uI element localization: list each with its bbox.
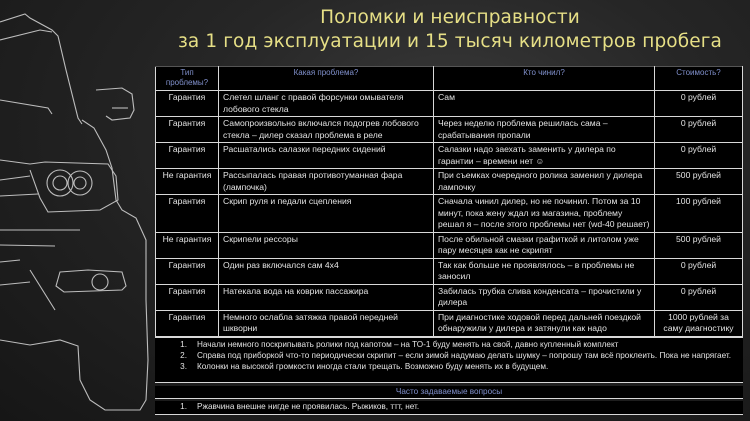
table-row	[156, 195, 743, 233]
cell-who-fixed: Так как больше не проявлялось – в проблемы не заносил	[434, 258, 655, 284]
cell-problem: Натекала вода на коврик пассажира	[219, 284, 434, 310]
notes-list	[155, 337, 743, 383]
cell-who-fixed: При съемках очередного ролика заменил у дилера лампочку	[434, 169, 655, 195]
faq-heading: Часто задаваемые вопросы	[155, 386, 743, 399]
cell-who-fixed: При диагностике ходовой перед дальней поездкой обнаружили у дилера и затянули как надо	[434, 310, 655, 336]
cell-problem: Скрип руля и педали сцепления	[219, 195, 434, 233]
breakdowns-table	[155, 66, 743, 337]
table-row	[156, 232, 743, 258]
cell-cost: 1000 рублей за саму диагностику	[655, 310, 743, 336]
cell-cost: 0 рублей	[655, 91, 743, 117]
title-line-2: за 1 год эксплуатации и 15 тысяч километров пробега	[178, 31, 722, 52]
cell-cost: 500 рублей	[655, 232, 743, 258]
list-text: Колонки на высокой громкости иногда стали трещать. Возможно буду менять их в будущем.	[197, 362, 549, 372]
car-line-art-illustration	[0, 0, 160, 421]
table-row	[156, 310, 743, 336]
cell-who-fixed: Через неделю проблема решилась сама – срабатывания пропали	[434, 117, 655, 143]
table-row	[156, 169, 743, 195]
list-item	[155, 361, 743, 372]
list-text: Справа под приборкой что-то периодически скрипит – если зимой надумаю делать шумку – попрошу там всё проклеить. Пока не напрягает.	[197, 351, 731, 361]
page-title	[150, 6, 750, 54]
header-who-fixed: Кто чинил?	[434, 67, 655, 91]
cell-problem: Один раз включался сам 4х4	[219, 258, 434, 284]
list-item	[155, 339, 743, 350]
list-text: Ржавчина внешне нигде не проявилась. Рыжиков, ттт, нет.	[197, 402, 420, 411]
cell-cost: 0 рублей	[655, 284, 743, 310]
table-row	[156, 117, 743, 143]
cell-type: Гарантия	[156, 284, 219, 310]
header-cost: Стоимость?	[655, 67, 743, 91]
cell-who-fixed: Забилась трубка слива конденсата – прочистили у дилера	[434, 284, 655, 310]
cell-problem: Расшатались салазки передних сидений	[219, 143, 434, 169]
faq-item	[155, 401, 743, 415]
header-type: Тип проблемы?	[156, 67, 219, 91]
cell-type: Гарантия	[156, 91, 219, 117]
cell-type: Не гарантия	[156, 232, 219, 258]
list-text: Начали немного поскрипывать ролики под капотом – на ТО-1 буду менять на свой, давно купленный комплект	[197, 340, 619, 349]
list-number: 2.	[180, 351, 187, 361]
cell-cost: 0 рублей	[655, 117, 743, 143]
cell-who-fixed: После обильной смазки графиткой и литолом уже пару месяцев как не скрипят	[434, 232, 655, 258]
list-number: 3.	[180, 362, 187, 372]
table-header-row	[156, 67, 743, 91]
cell-problem: Немного ослабла затяжка правой передней шкворни	[219, 310, 434, 336]
cell-type: Гарантия	[156, 117, 219, 143]
cell-problem: Самопроизвольно включался подогрев лобового стекла – дилер сказал проблема в реле	[219, 117, 434, 143]
list-item	[155, 350, 743, 361]
list-number: 1.	[180, 340, 187, 349]
cell-cost: 0 рублей	[655, 258, 743, 284]
cell-problem: Слетел шланг с правой форсунки омывателя лобового стекла	[219, 91, 434, 117]
title-line-1: Поломки и неисправности	[320, 7, 580, 28]
header-problem: Какая проблема?	[219, 67, 434, 91]
cell-cost: 500 рублей	[655, 169, 743, 195]
cell-problem: Скрипели рессоры	[219, 232, 434, 258]
table-row	[156, 91, 743, 117]
cell-who-fixed: Сам	[434, 91, 655, 117]
table-row	[156, 143, 743, 169]
cell-type: Гарантия	[156, 143, 219, 169]
cell-type: Гарантия	[156, 258, 219, 284]
table-row	[156, 284, 743, 310]
list-number: 1.	[180, 402, 187, 411]
cell-cost: 0 рублей	[655, 143, 743, 169]
cell-who-fixed: Салазки надо заехать заменить у дилера по гарантии – времени нет ☺	[434, 143, 655, 169]
cell-cost: 100 рублей	[655, 195, 743, 233]
cell-problem: Рассыпалась правая противотуманная фара (лампочка)	[219, 169, 434, 195]
cell-type: Гарантия	[156, 195, 219, 233]
cell-type: Не гарантия	[156, 169, 219, 195]
cell-who-fixed: Сначала чинил дилер, но не починил. Потом за 10 минут, пока жену ждал из магазина, проблему решал я – после этого проблемы нет (wd-40 решает)	[434, 195, 655, 233]
cell-type: Гарантия	[156, 310, 219, 336]
table-row	[156, 258, 743, 284]
